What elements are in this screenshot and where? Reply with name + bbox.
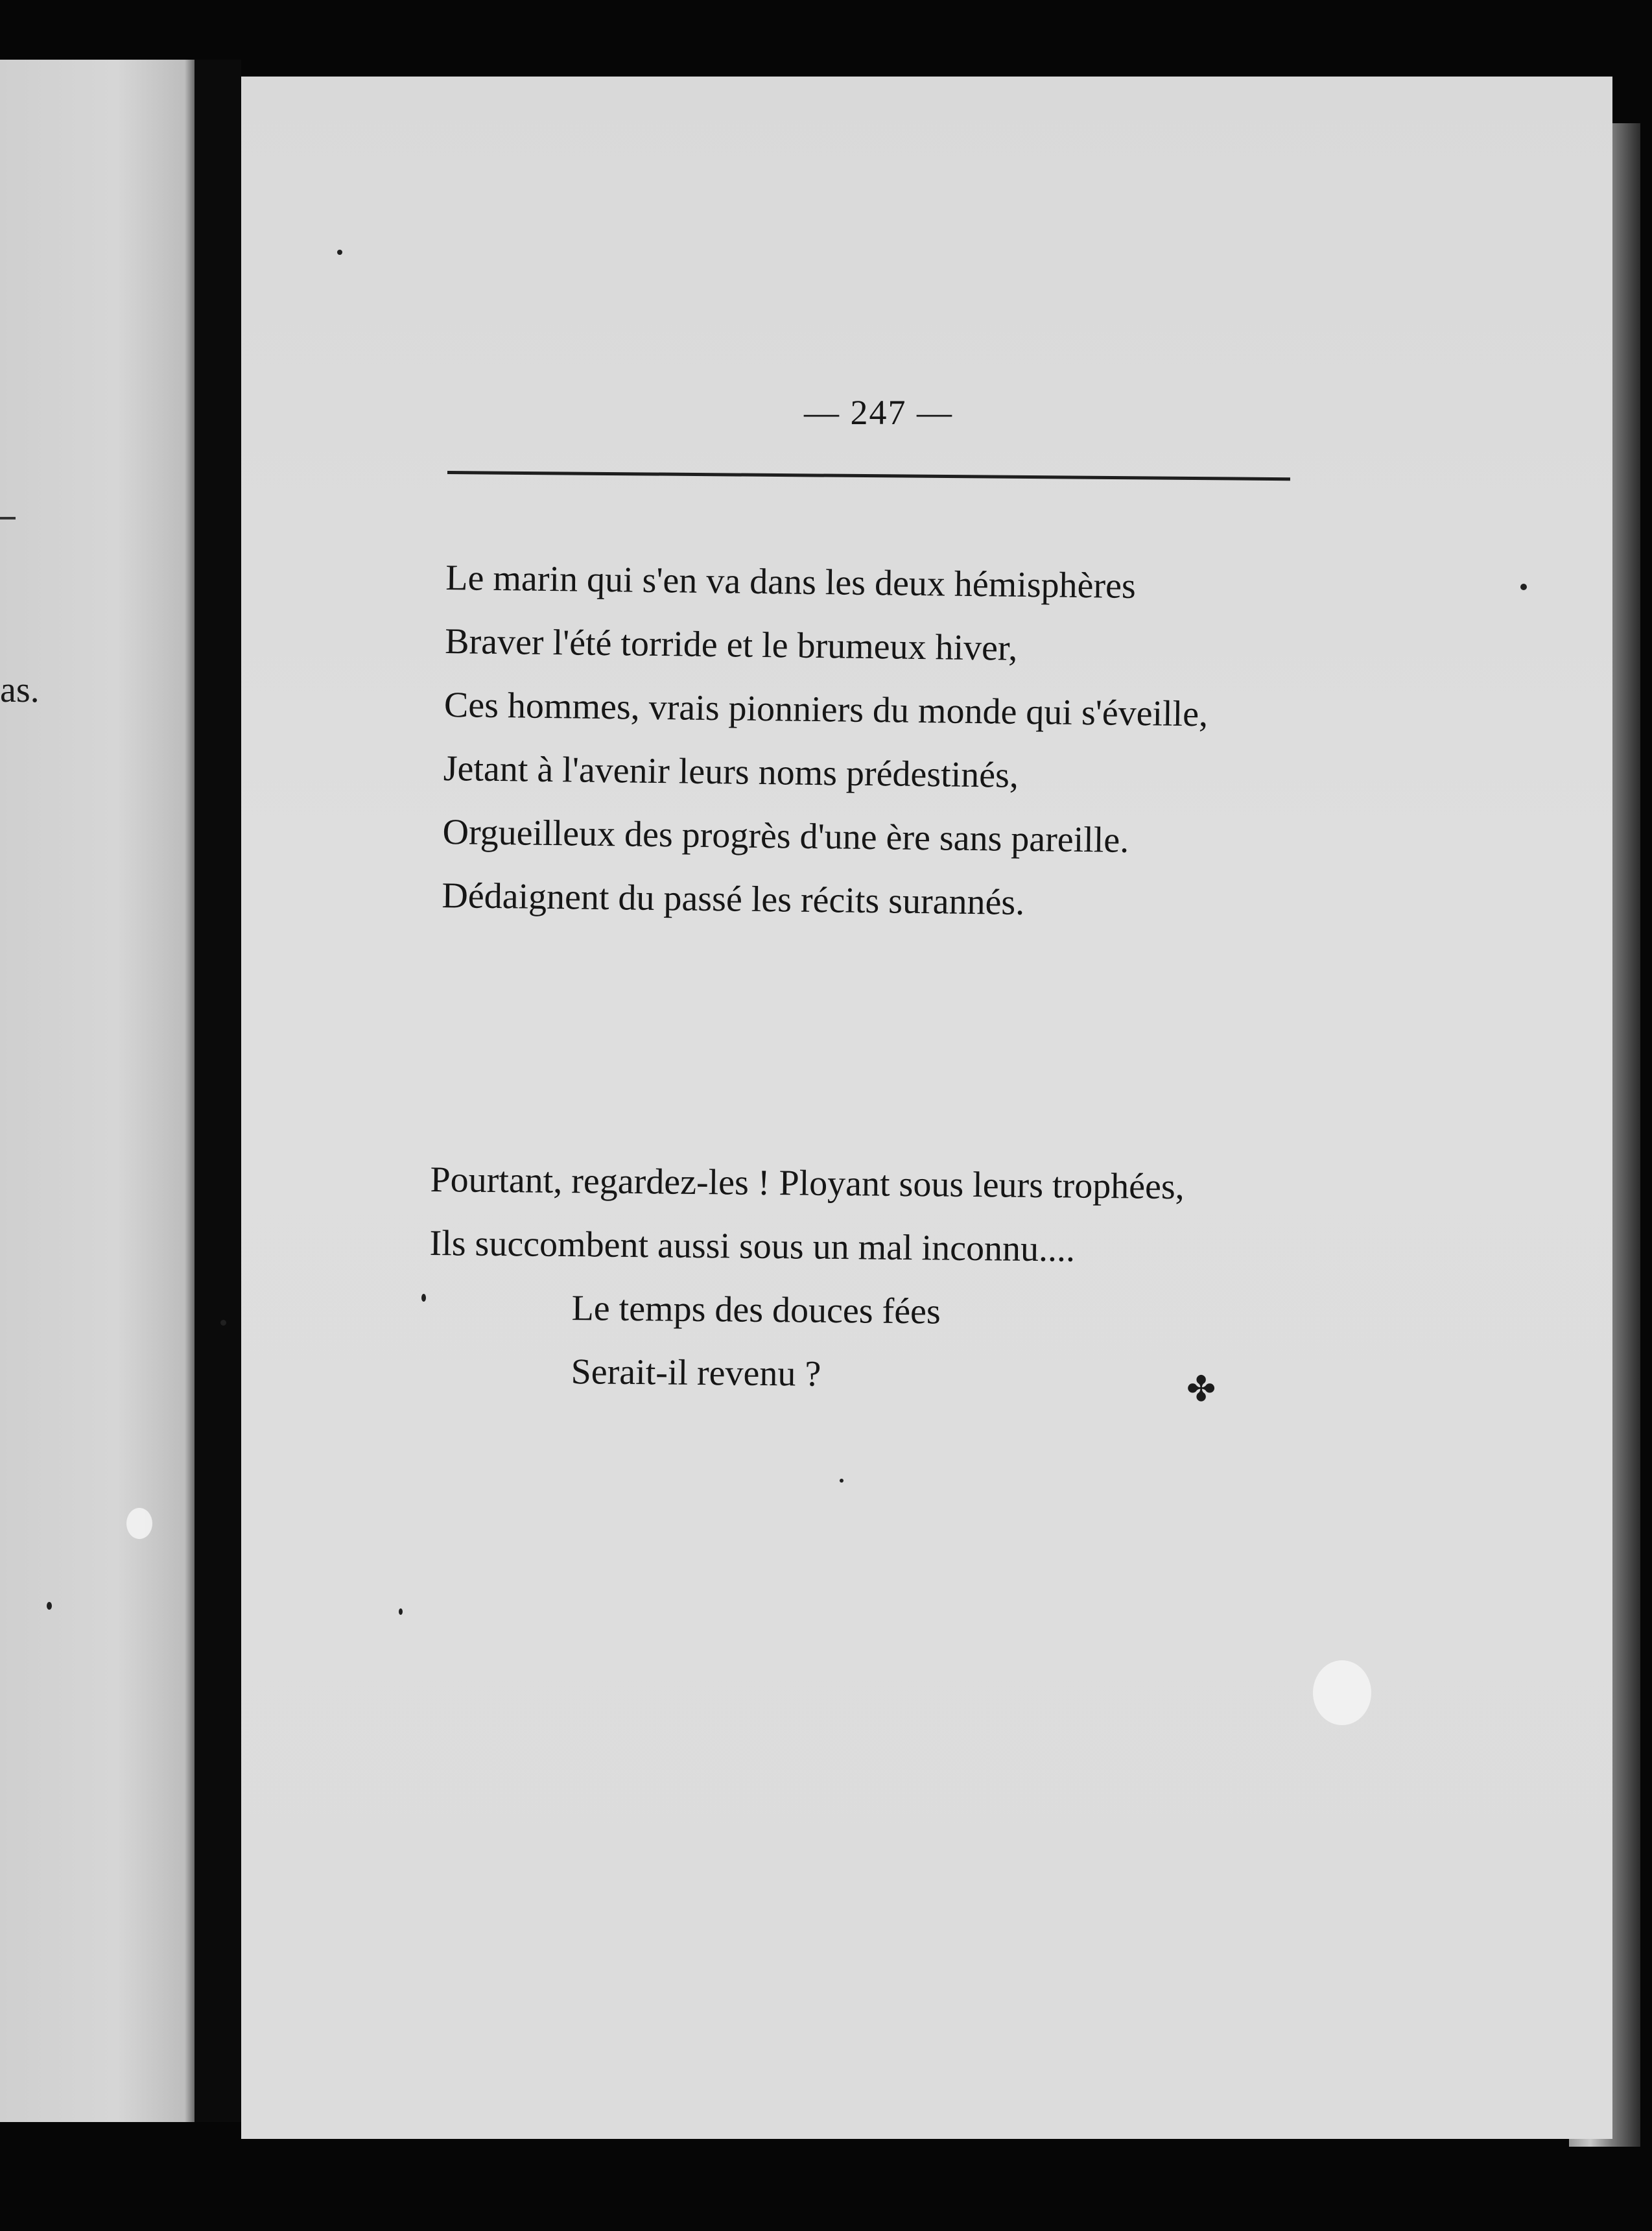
poem-stanza-2 [428, 1148, 1185, 1409]
book-page [241, 77, 1612, 2139]
poem-line: Dédaignent du passé les récits surannés. [442, 875, 1025, 923]
poem-line-indented: Le temps des douces fées [571, 1288, 941, 1332]
poem-stanza-1 [442, 546, 1210, 937]
page-number: — 247 — [804, 393, 953, 432]
poem-line-indented: Serait-il revenu ? [571, 1352, 821, 1394]
poem-line: Braver l'été torride et le brumeux hiver, [444, 621, 1018, 669]
paper-speck [1520, 584, 1527, 590]
paper-blot [126, 1508, 152, 1539]
paper-speck [399, 1608, 403, 1615]
poem-line: Ces hommes, vrais pionniers du monde qui s'éveille, [443, 684, 1209, 735]
paper-speck [220, 1320, 226, 1326]
book-gutter [195, 60, 241, 2122]
poem-line: Orgueilleux des progrès d'une ère sans pareille. [442, 811, 1129, 861]
poem-line: Jetant à l'avenir leurs noms prédestinés, [443, 748, 1019, 796]
left-page-mark [0, 517, 16, 519]
poem-line: Ils succombent aussi sous un mal inconnu.... [429, 1223, 1076, 1270]
paper-speck [337, 250, 342, 255]
paper-speck [421, 1294, 426, 1302]
left-page-text-fragment: as. [0, 670, 40, 710]
poem-line: Pourtant, regardez-les ! Ployant sous leurs trophées, [430, 1159, 1185, 1208]
paper-speck [840, 1479, 844, 1483]
ornament-mark: ✤ [1186, 1368, 1216, 1409]
poem-line: Le marin qui s'en va dans les deux hémisphères [445, 557, 1137, 606]
paper-blot [1313, 1660, 1371, 1725]
previous-page-fragment [0, 60, 195, 2122]
paper-speck [47, 1602, 52, 1610]
